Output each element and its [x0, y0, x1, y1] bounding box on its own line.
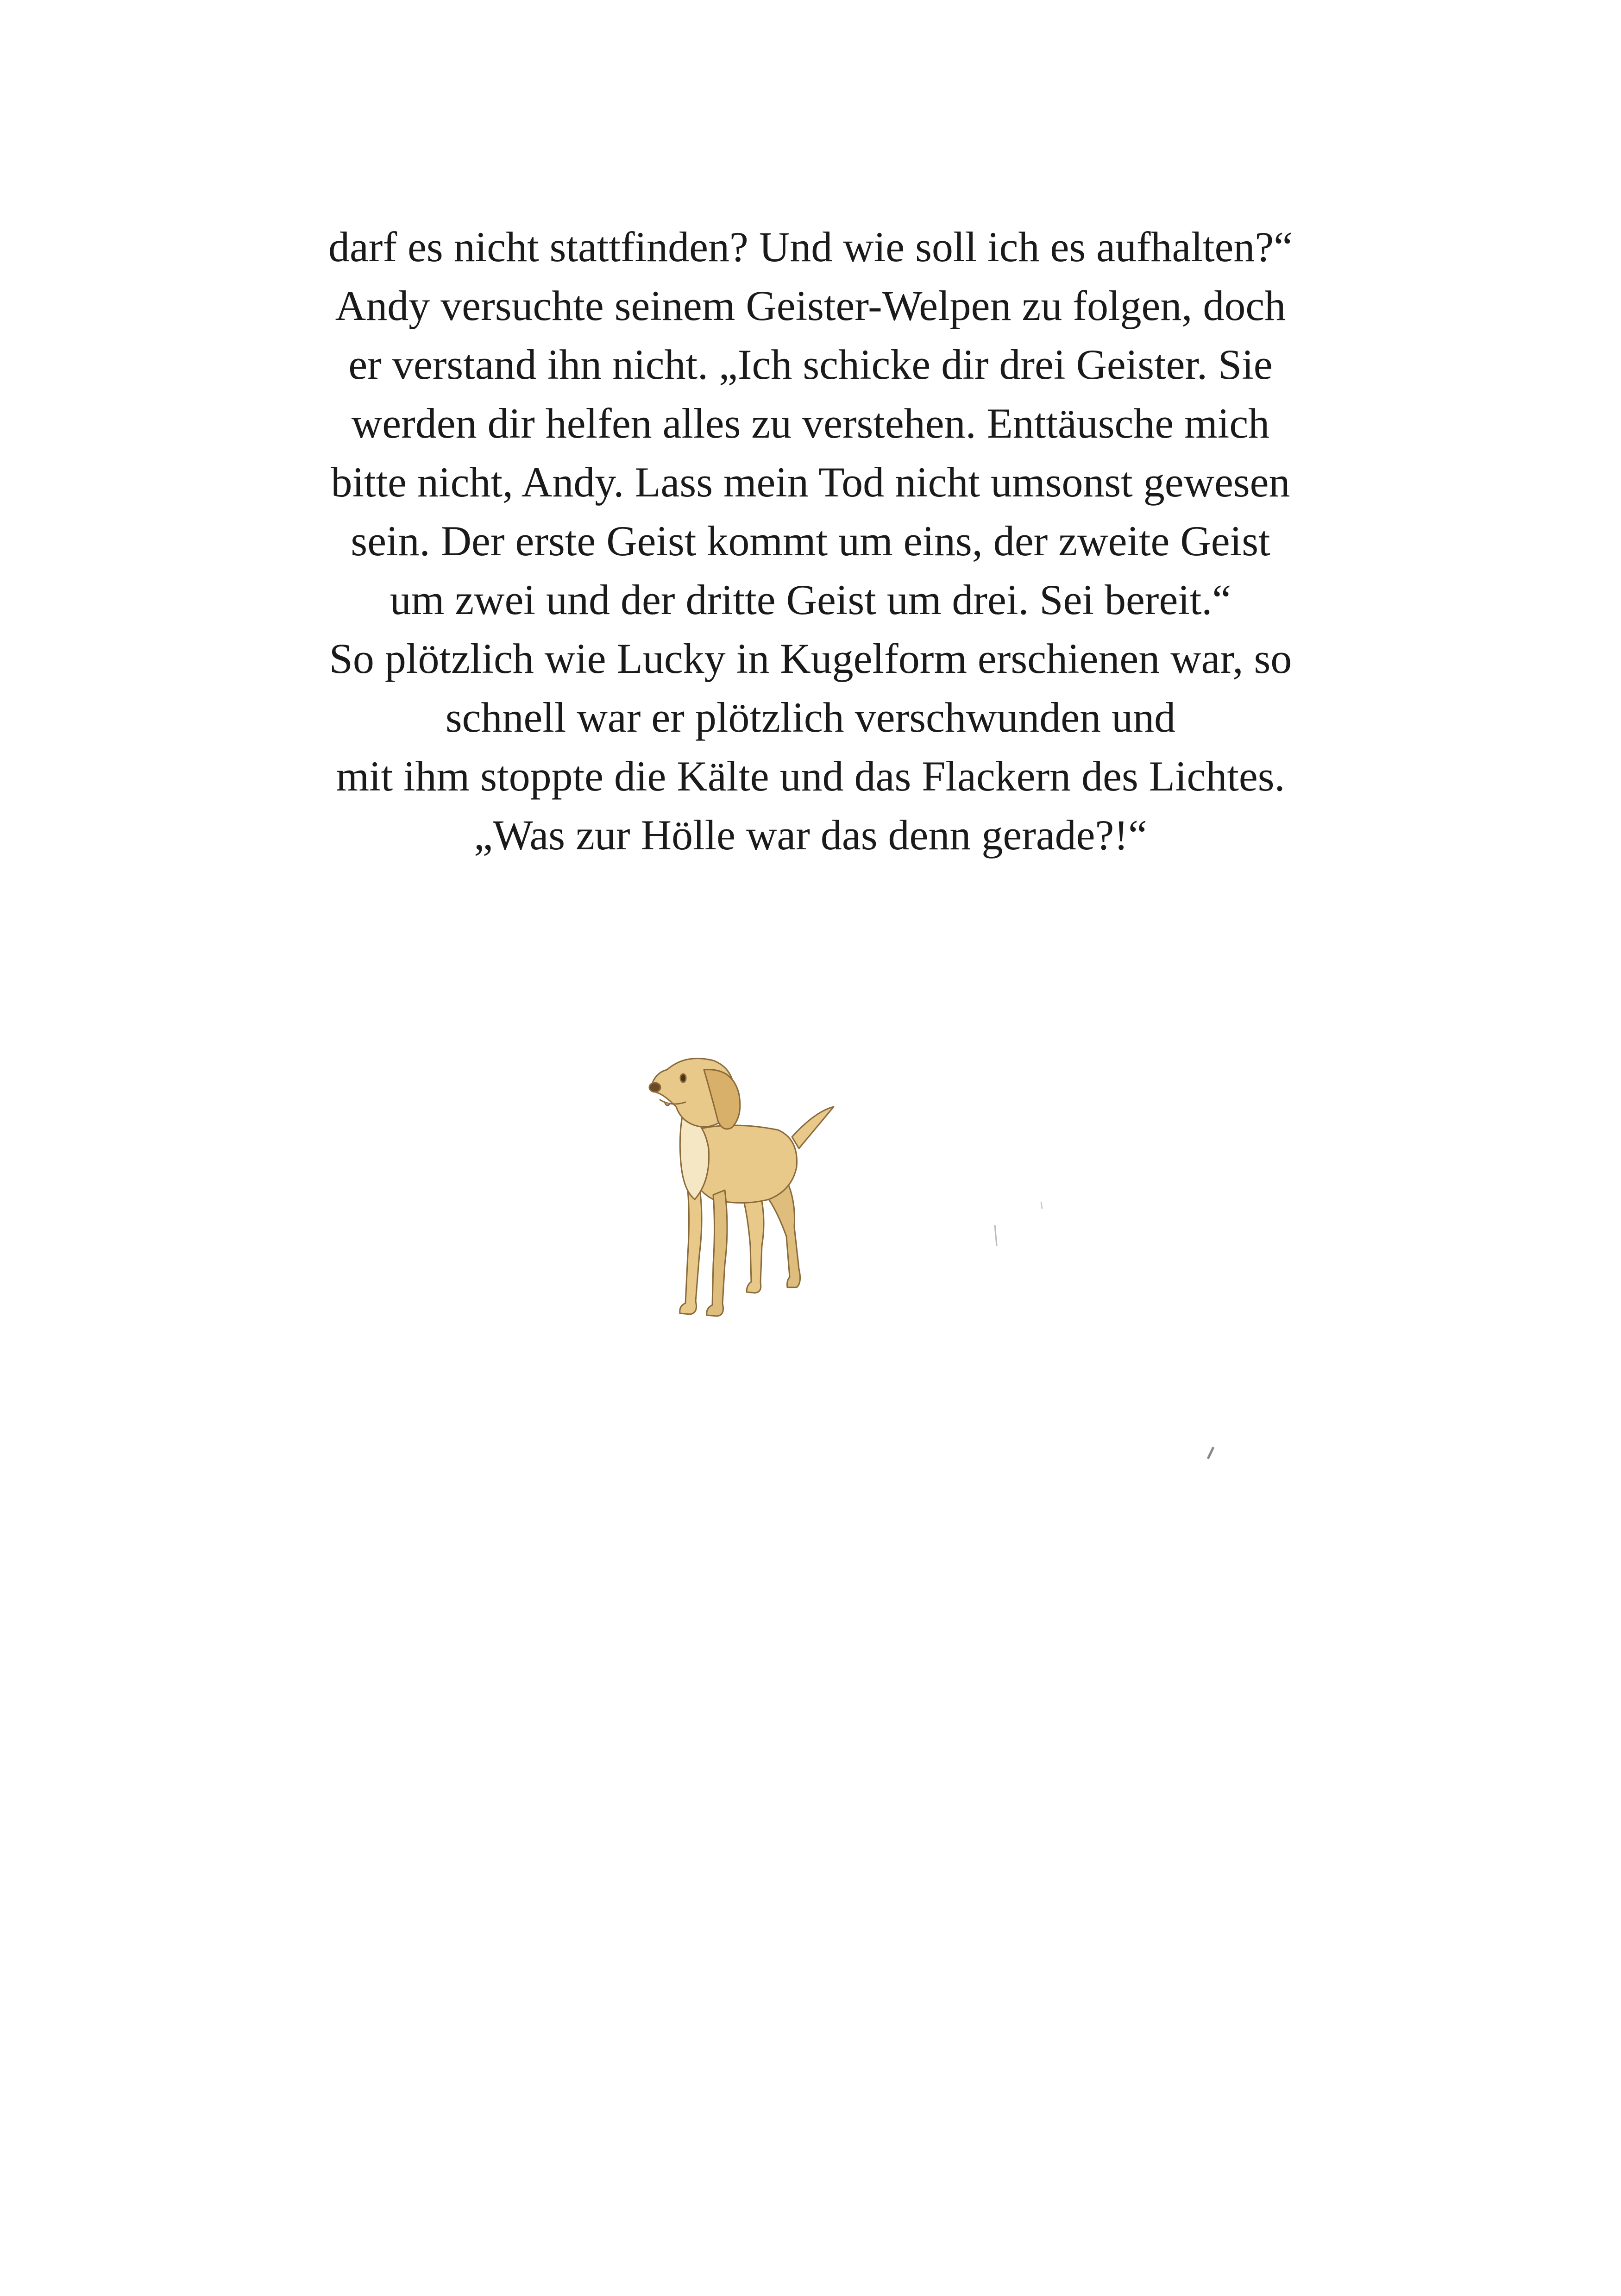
story-line: So plötzlich wie Lucky in Kugelform erschienen war, so: [329, 635, 1292, 682]
story-text: [167, 218, 1454, 865]
story-line: „Was zur Hölle war das denn gerade?!“: [474, 811, 1147, 859]
story-line: mit ihm stoppte die Kälte und das Flackern des Lichtes.: [336, 753, 1285, 800]
story-line: um zwei und der dritte Geist um drei. Sei bereit.“: [390, 576, 1231, 623]
dog-illustration-icon: [639, 1051, 852, 1329]
story-line: Andy versuchte seinem Geister-Welpen zu folgen, doch: [335, 282, 1286, 329]
story-line: er verstand ihn nicht. „Ich schicke dir drei Geister. Sie: [348, 341, 1273, 388]
story-line: bitte nicht, Andy. Lass mein Tod nicht umsonst gewesen: [331, 458, 1290, 506]
story-line: darf es nicht stattfinden? Und wie soll ich es aufhalten?“: [328, 223, 1293, 270]
scan-speck: [1204, 1445, 1218, 1463]
scan-speck: [1037, 1199, 1047, 1213]
story-line: sein. Der erste Geist kommt um eins, der zweite Geist: [351, 517, 1270, 565]
story-line: schnell war er plötzlich verschwunden und: [445, 694, 1176, 741]
story-line: werden dir helfen alles zu verstehen. Enttäusche mich: [351, 400, 1270, 447]
scan-speck: [991, 1223, 1000, 1250]
